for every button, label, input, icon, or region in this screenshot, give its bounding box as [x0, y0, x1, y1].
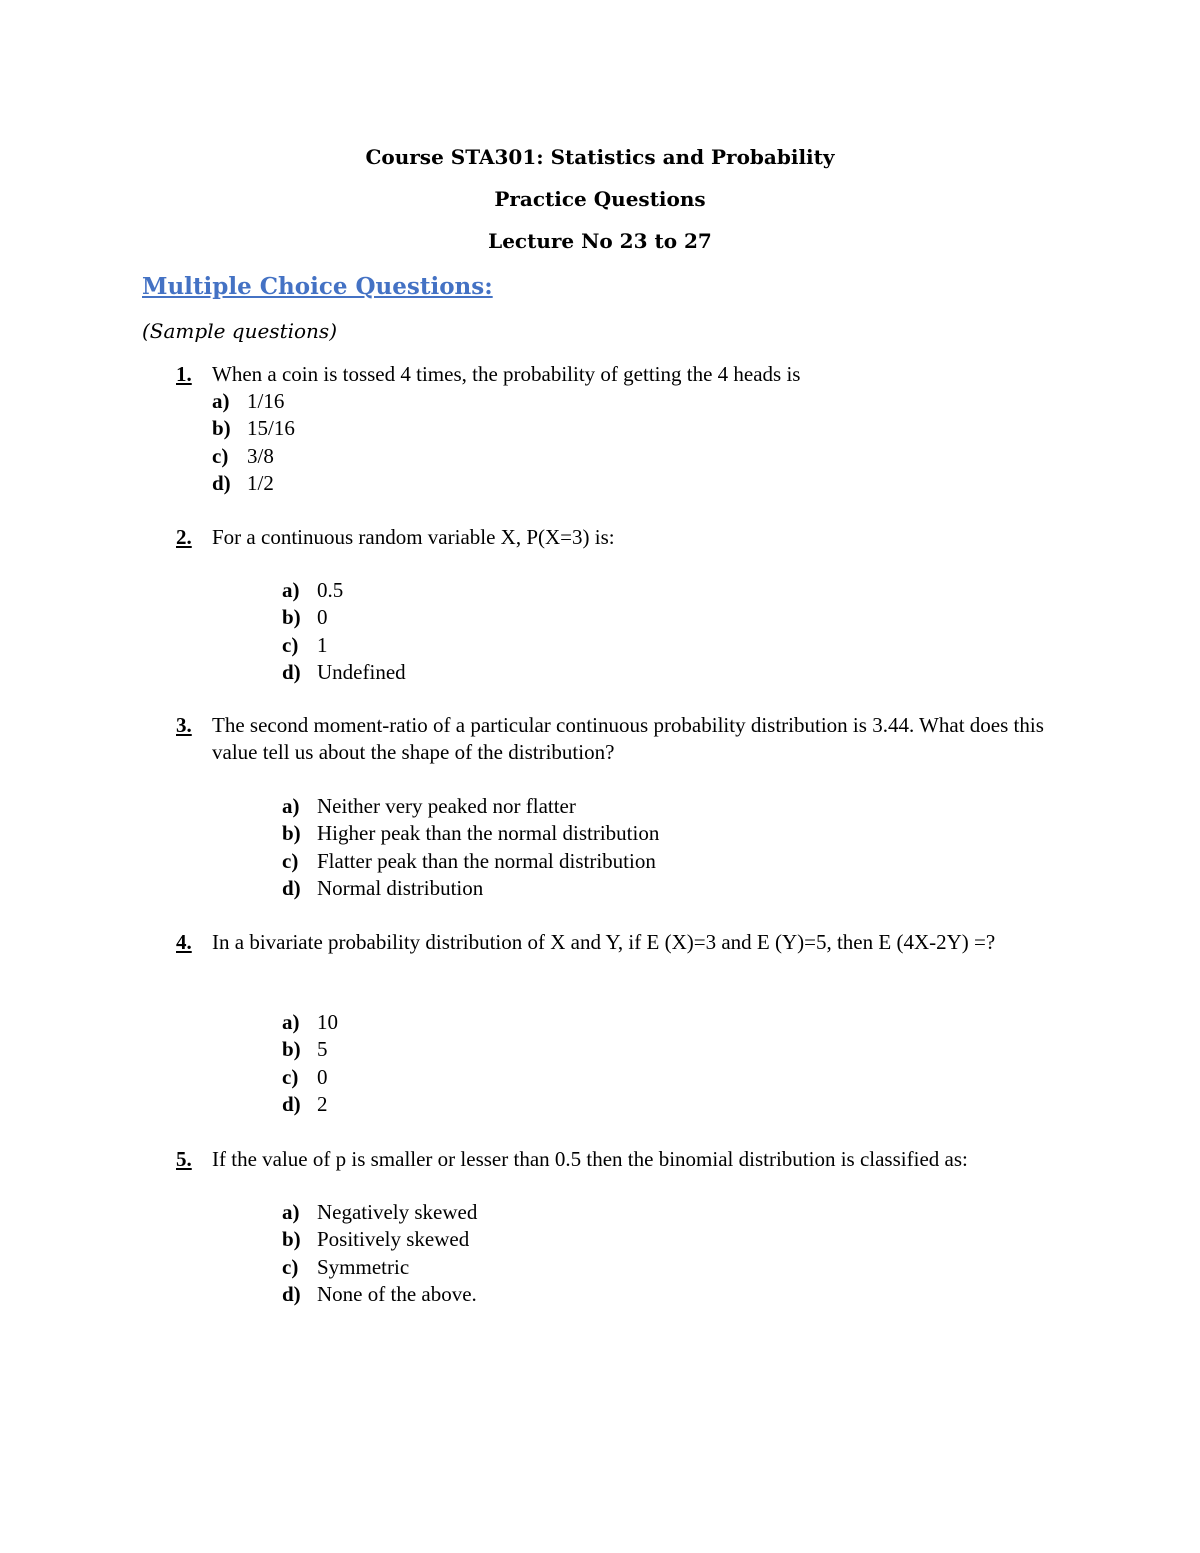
option-d	[282, 659, 406, 686]
question-number: 1.	[176, 362, 192, 386]
options-list	[212, 388, 295, 497]
option-text: 0	[317, 1064, 328, 1089]
option-letter: d)	[282, 1281, 301, 1306]
option-a	[282, 1199, 477, 1226]
option-b	[282, 1226, 477, 1253]
option-d	[282, 1281, 477, 1308]
question-stem	[176, 361, 1076, 388]
question-stem	[176, 1146, 1116, 1173]
option-text: 1	[317, 632, 328, 657]
option-text: Negatively skewed	[317, 1200, 478, 1224]
option-letter: b)	[282, 1037, 301, 1062]
question-stem	[176, 929, 1076, 956]
options-list	[282, 1009, 338, 1118]
option-text: 5	[317, 1037, 328, 1062]
option-letter: a)	[212, 389, 230, 413]
question-2	[176, 524, 1076, 551]
option-text: 1/16	[247, 389, 285, 413]
options-list	[282, 793, 659, 902]
option-letter: c)	[282, 1064, 299, 1089]
question-4	[176, 929, 1076, 956]
option-letter: d)	[282, 659, 301, 684]
option-b	[282, 820, 659, 847]
options-list	[282, 577, 406, 686]
option-text: Undefined	[317, 659, 406, 684]
option-letter: c)	[282, 848, 299, 873]
document-subtitle: Practice Questions	[494, 187, 706, 211]
option-letter: b)	[212, 416, 231, 441]
option-text: Neither very peaked nor flatter	[317, 794, 576, 818]
option-a	[282, 1009, 338, 1036]
option-text: Symmetric	[317, 1254, 410, 1279]
option-letter: c)	[212, 443, 229, 468]
option-text: 0	[317, 605, 328, 630]
sample-note: (Sample questions)	[142, 319, 337, 343]
option-text: 2	[317, 1091, 328, 1116]
options-list	[282, 1199, 477, 1308]
option-letter: b)	[282, 821, 301, 846]
option-text: 15/16	[247, 416, 295, 441]
option-letter: d)	[282, 875, 301, 900]
option-b	[212, 415, 295, 442]
option-letter: c)	[282, 1254, 299, 1279]
option-b	[282, 604, 406, 631]
question-text: The second moment-ratio of a particular continuous probability distribution is 3.44. What does this value tell us about the shape of the distribution?	[212, 713, 1044, 764]
option-text: 3/8	[247, 443, 274, 468]
course-title: Course STA301: Statistics and Probability	[365, 145, 835, 169]
option-text: Normal distribution	[317, 875, 484, 900]
option-letter: d)	[282, 1091, 301, 1116]
option-text: Higher peak than the normal distribution	[317, 821, 660, 846]
option-text: None of the above.	[317, 1281, 477, 1306]
option-d	[282, 875, 659, 902]
option-a	[282, 577, 406, 604]
option-letter: a)	[282, 1200, 300, 1224]
option-letter: a)	[282, 1010, 300, 1034]
question-3	[176, 712, 1076, 766]
option-c	[282, 1064, 338, 1091]
question-5	[176, 1146, 1116, 1173]
option-text: 1/2	[247, 470, 274, 495]
lecture-range: Lecture No 23 to 27	[488, 229, 712, 253]
question-text: When a coin is tossed 4 times, the probability of getting the 4 heads is	[212, 362, 801, 386]
option-letter: c)	[282, 632, 299, 657]
option-a	[212, 388, 295, 415]
question-text: If the value of p is smaller or lesser than 0.5 then the binomial distribution is classified as:	[212, 1147, 968, 1171]
option-letter: d)	[212, 470, 231, 495]
option-b	[282, 1036, 338, 1063]
question-text: In a bivariate probability distribution of X and Y, if E (X)=3 and E (Y)=5, then E (4X-2Y) =?	[212, 930, 996, 954]
option-d	[212, 470, 295, 497]
option-c	[282, 848, 659, 875]
option-letter: a)	[282, 578, 300, 602]
option-c	[212, 443, 295, 470]
option-text: Flatter peak than the normal distribution	[317, 848, 656, 873]
option-d	[282, 1091, 338, 1118]
question-stem	[176, 712, 1076, 766]
question-number: 3.	[176, 713, 192, 737]
option-c	[282, 1254, 477, 1281]
option-text: Positively skewed	[317, 1227, 470, 1252]
option-letter: a)	[282, 794, 300, 818]
question-1	[176, 361, 1076, 388]
option-letter: b)	[282, 1227, 301, 1252]
option-c	[282, 632, 406, 659]
question-stem	[176, 524, 1076, 551]
question-text: For a continuous random variable X, P(X=3) is:	[212, 525, 615, 549]
question-number: 4.	[176, 930, 192, 954]
question-number: 5.	[176, 1147, 192, 1171]
option-letter: b)	[282, 605, 301, 630]
question-number: 2.	[176, 525, 192, 549]
option-a	[282, 793, 659, 820]
option-text: 10	[317, 1010, 338, 1034]
option-text: 0.5	[317, 578, 344, 602]
section-heading: Multiple Choice Questions:	[142, 273, 493, 300]
